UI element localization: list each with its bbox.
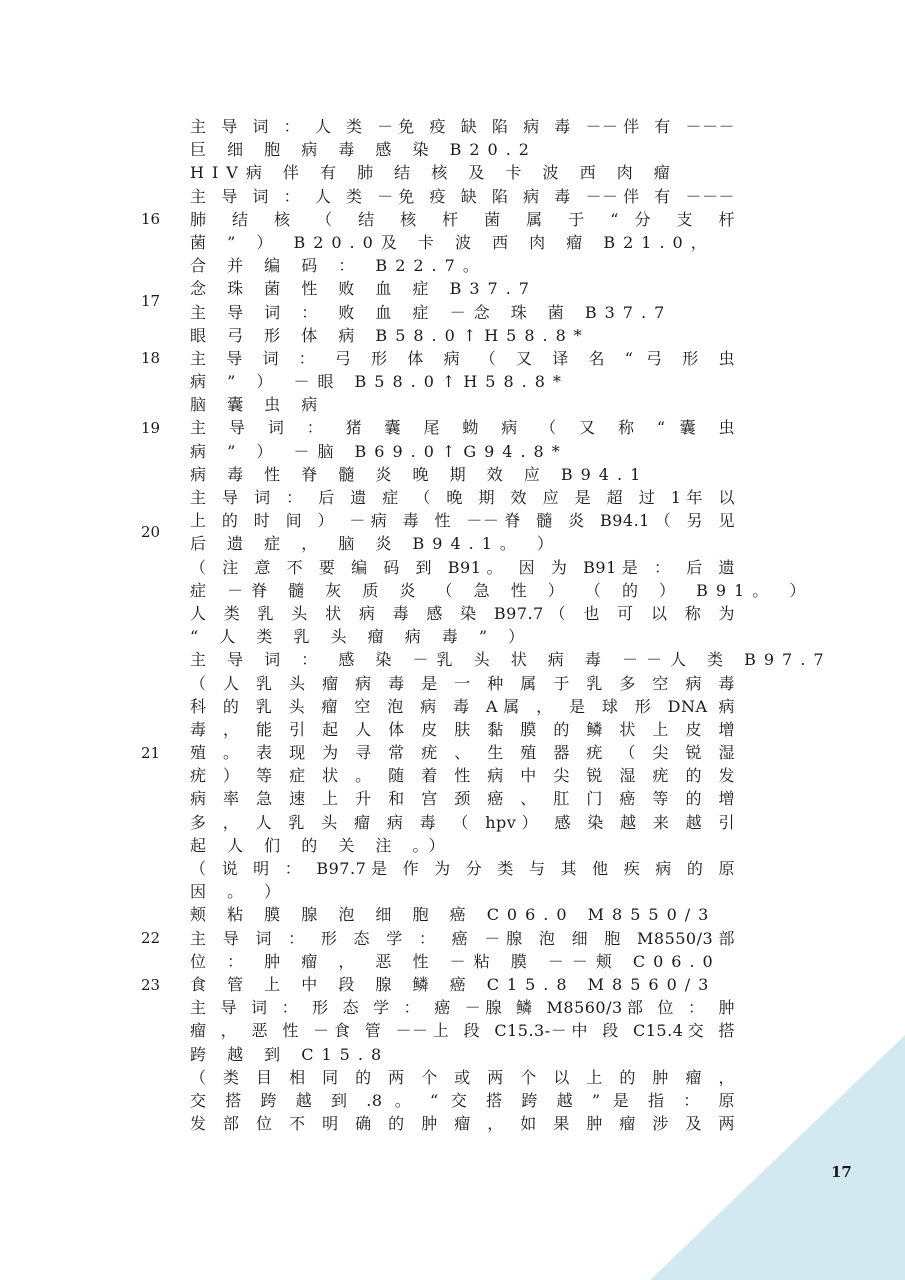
text-line: 眼 弓 形 体 病 B58.0↑H58.8*	[190, 325, 590, 345]
text-line: 多 ， 人 乳 头 瘤 病 毒 （ hpv） 感 染 越 来 越 引	[190, 812, 735, 832]
text-line: 位 ： 肿 瘤 ， 恶 性 －粘 膜 －－颊 C06.0	[190, 951, 721, 971]
text-line: 疣 ） 等 症 状 。 随 着 性 病 中 尖 锐 湿 疣 的 发	[190, 766, 735, 786]
text-line: 巨 细 胞 病 毒 感 染 B20.2	[190, 140, 537, 160]
entry-22	[0, 903, 905, 973]
text-line: 科 的 乳 头 瘤 空 泡 病 毒 A属 ， 是 球 形 DNA 病	[190, 696, 735, 716]
text-line: 瘤 ， 恶 性 －食 管 －－上 段 C15.3-－中 段 C15.4交 搭	[190, 1021, 735, 1041]
entry-text	[190, 602, 832, 903]
entry-text	[190, 463, 814, 602]
text-line: 合 并 编 码 ： B22.7。	[190, 256, 487, 276]
entry-number: 22	[141, 929, 161, 948]
text-line: 症 －脊 髓 灰 质 炎 （ 急 性 ） （ 的 ） B91。 ）	[190, 580, 814, 600]
text-line: 食 管 上 中 段 腺 鳞 癌 C15.8 M8560/3	[190, 974, 717, 994]
entry-text	[190, 277, 735, 323]
text-line: 病 率 急 速 上 升 和 宫 颈 癌 、 肛 门 癌 等 的 增	[190, 789, 735, 809]
text-line: 因 。 ）	[190, 882, 289, 902]
text-line: 主 导 词 ： 人 类 －免 疫 缺 陷 病 毒 －－伴 有 －－－	[190, 186, 735, 206]
text-line: 菌 ” ） B20.0及 卡 波 西 肉 瘤 B21.0，	[190, 232, 715, 252]
entry-text	[190, 973, 735, 996]
entry-text	[190, 996, 735, 1135]
entry-16	[0, 161, 905, 277]
text-line: 病 ” ） －眼 B58.0↑H58.8*	[190, 372, 569, 392]
entry-19	[0, 393, 905, 463]
document-body	[0, 115, 905, 1135]
entry-number: 23	[141, 975, 161, 994]
entry-continuation-0	[0, 115, 905, 161]
entry-number: 17	[141, 291, 161, 310]
text-line: 主 导 词 ： 人 类 －免 疫 缺 陷 病 毒 －－伴 有 －－－	[190, 117, 735, 136]
text-line: 主 导 词 ： 败 血 症 －念 珠 菌 B37.7	[190, 302, 673, 322]
text-line: （ 注 意 不 要 编 码 到 B91。 因 为 B91是 ： 后 遗	[190, 557, 735, 577]
text-line: 发 部 位 不 明 确 的 肿 瘤 ， 如 果 肿 瘤 涉 及 两	[190, 1114, 735, 1134]
entry-21	[0, 602, 905, 903]
entry-number: 19	[141, 419, 161, 438]
text-line: 主 导 词 ： 后 遗 症 （ 晚 期 效 应 是 超 过 1年 以	[190, 488, 735, 507]
text-line: 脑 囊 虫 病	[190, 395, 326, 415]
text-line: （ 说 明 ： B97.7是 作 为 分 类 与 其 他 疾 病 的 原	[190, 859, 735, 878]
text-line: 毒 ， 能 引 起 人 体 皮 肤 黏 膜 的 鳞 状 上 皮 增	[190, 719, 735, 739]
text-line: 主 导 词 ： 猪 囊 尾 蚴 病 （ 又 称 “ 囊 虫	[190, 418, 735, 438]
text-line: 后 遗 症 ， 脑 炎 B94.1。 ）	[190, 534, 561, 554]
text-line: 主 导 词 ： 形 态 学 ： 癌 －腺 鳞 M8560/3部 位 ： 肿	[190, 998, 735, 1018]
entry-text	[190, 115, 735, 161]
entry-text	[190, 903, 735, 973]
text-line: （ 人 乳 头 瘤 病 毒 是 一 种 属 于 乳 多 空 病 毒	[190, 673, 735, 693]
entry-17	[0, 277, 905, 323]
text-line: 殖 。 表 现 为 寻 常 疣 、 生 殖 器 疣 （ 尖 锐 湿	[190, 743, 735, 763]
text-line: 起 人 们 的 关 注 。）	[190, 835, 453, 855]
entry-text	[190, 161, 735, 277]
text-line: 肺 结 核 （ 结 核 杆 菌 属 于 “ 分 支 杆	[190, 209, 735, 229]
text-line: （ 类 目 相 同 的 两 个 或 两 个 以 上 的 肿 瘤 ，	[190, 1067, 735, 1087]
text-line: 念 珠 菌 性 败 血 症 B37.7	[190, 279, 537, 299]
text-line: 主 导 词 ： 弓 形 体 病 （ 又 译 名 “ 弓 形 虫	[190, 348, 735, 368]
text-line: 病 毒 性 脊 髓 炎 晚 期 效 应 B94.1	[190, 464, 649, 484]
text-line: 上 的 时 间 ） －病 毒 性 －－脊 髓 炎 B94.1（ 另 见	[190, 511, 735, 531]
entry-20	[0, 463, 905, 602]
entry-number: 21	[141, 743, 161, 762]
entry-continuation-9	[0, 996, 905, 1135]
entry-number: 20	[141, 523, 161, 542]
text-line: 主 导 词 ： 形 态 学 ： 癌 －腺 泡 细 胞 M8550/3部	[190, 928, 735, 948]
text-line: 主 导 词 ： 感 染 －乳 头 状 病 毒 －－人 类 B97.7	[190, 650, 832, 670]
entry-text	[190, 324, 735, 394]
text-line: 人 类 乳 头 状 病 毒 感 染 B97.7（ 也 可 以 称 为	[190, 603, 735, 623]
text-line: HIV病 伴 有 肺 结 核 及 卡 波 西 肉 瘤	[190, 163, 678, 183]
text-line: 交 搭 跨 越 到 .8 。 “ 交 搭 跨 越 ” 是 指 ： 原	[190, 1090, 735, 1110]
text-line: 病 ” ） －脑 B69.0↑G94.8*	[190, 441, 568, 461]
entry-text	[190, 393, 735, 463]
entry-23	[0, 973, 905, 996]
entry-number: 16	[141, 210, 161, 229]
text-line: 颊 粘 膜 腺 泡 细 胞 癌 C06.0 M8550/3	[190, 905, 717, 925]
page-number: 17	[831, 1163, 852, 1181]
entry-number: 18	[141, 349, 161, 368]
text-line: “ 人 类 乳 头 瘤 病 毒 ” ）	[190, 627, 533, 647]
entry-18	[0, 324, 905, 394]
text-line: 跨 越 到 C15.8	[190, 1044, 390, 1064]
